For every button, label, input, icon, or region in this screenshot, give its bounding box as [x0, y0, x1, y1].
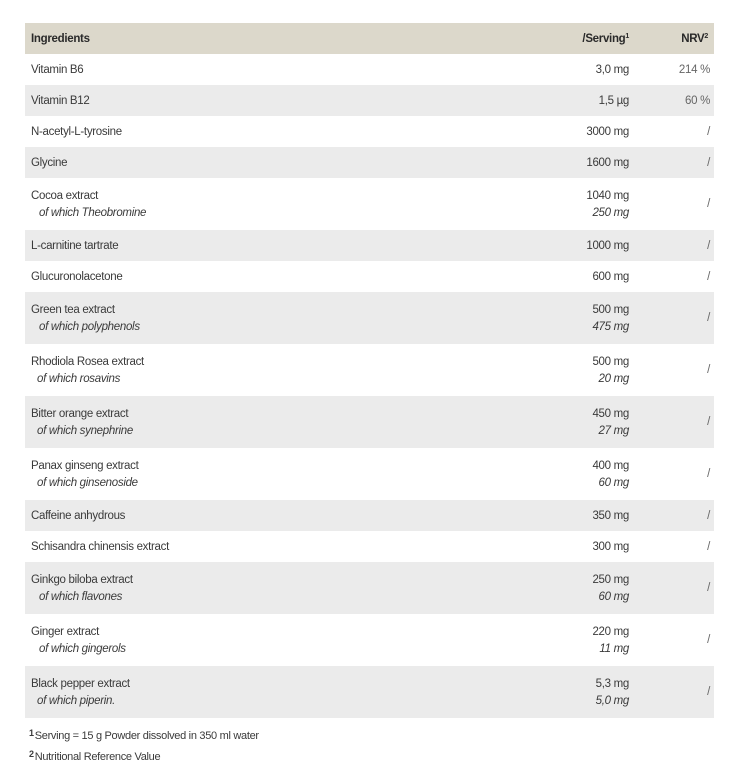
table-row [25, 178, 714, 230]
ingredient-amount: 450 mg [592, 407, 629, 420]
ingredient-nrv: 214 % [678, 63, 710, 76]
header-ingredients: Ingredients [25, 23, 505, 54]
table-row [25, 85, 714, 116]
serving-footnote-mark: 1 [625, 32, 629, 40]
nrv-footnote-mark: 2 [704, 32, 708, 40]
ingredient-sub-amount: 60 mg [598, 590, 629, 603]
ingredient-sub-amount: 60 mg [598, 476, 629, 489]
ingredient-nrv: / [707, 509, 710, 522]
ingredient-sub-name: of which piperin. [37, 694, 116, 707]
ingredient-sub-amount: 20 mg [598, 372, 629, 385]
ingredient-name: Black pepper extract [31, 677, 130, 690]
ingredient-amount: 600 mg [592, 270, 629, 283]
footnotes [29, 726, 259, 768]
ingredient-sub-name: of which gingerols [39, 642, 126, 655]
ingredient-nrv: / [707, 468, 710, 480]
footnote-mark: 2 [29, 749, 34, 759]
ingredient-sub-name: of which flavones [39, 590, 123, 603]
ingredient-nrv: / [707, 686, 710, 698]
table-row [25, 531, 714, 562]
footnote-text: Serving = 15 g Powder dissolved in 350 ml water [34, 730, 259, 742]
ingredient-nrv: / [707, 364, 710, 376]
table-body [25, 54, 714, 718]
ingredient-name: L-carnitine tartrate [31, 239, 119, 252]
ingredient-name: Bitter orange extract [31, 407, 129, 420]
ingredient-amount: 300 mg [592, 540, 629, 553]
ingredient-amount: 350 mg [592, 509, 629, 522]
ingredient-amount: 220 mg [592, 625, 629, 638]
table-row [25, 344, 714, 396]
table-row [25, 448, 714, 500]
ingredient-name: Vitamin B12 [31, 94, 90, 107]
table-row [25, 54, 714, 85]
table-row [25, 666, 714, 718]
table-row [25, 147, 714, 178]
ingredient-nrv: 60 % [684, 94, 710, 107]
header-nrv: NRV$^2$ [635, 23, 714, 54]
table-header-row [25, 23, 714, 54]
ingredient-name: Rhodiola Rosea extract [31, 355, 144, 368]
footnote-nrv [29, 747, 259, 768]
ingredient-name: Ginger extract [31, 625, 100, 638]
ingredient-nrv: / [707, 582, 710, 594]
table-row [25, 562, 714, 614]
ingredient-amount: 5,3 mg [595, 677, 629, 690]
table-row [25, 500, 714, 531]
ingredient-sub-amount: 27 mg [598, 424, 629, 437]
ingredient-amount: 500 mg [592, 303, 629, 316]
ingredient-amount: 3,0 mg [595, 63, 629, 76]
ingredient-nrv: / [707, 540, 710, 553]
ingredient-amount: 1000 mg [586, 239, 629, 252]
ingredient-sub-name: of which ginsenoside [37, 476, 138, 489]
ingredient-sub-name: of which Theobromine [39, 206, 147, 219]
ingredient-nrv: / [707, 634, 710, 646]
ingredient-name: Caffeine anhydrous [31, 509, 126, 522]
supplement-facts-table [25, 23, 714, 718]
ingredient-nrv: / [707, 312, 710, 324]
ingredient-name: Ginkgo biloba extract [31, 573, 133, 586]
footnote-text: Nutritional Reference Value [34, 751, 161, 763]
ingredient-nrv: / [707, 125, 710, 138]
ingredient-amount: 250 mg [592, 573, 629, 586]
footnote-serving [29, 726, 259, 747]
ingredient-name: Vitamin B6 [31, 63, 84, 76]
header-serving: /Serving$^1$ [505, 23, 635, 54]
ingredient-name: Glucuronolacetone [31, 270, 123, 283]
ingredient-sub-amount: 475 mg [592, 320, 629, 333]
ingredient-sub-name: of which polyphenols [39, 320, 140, 333]
ingredient-amount: 1,5 µg [598, 94, 629, 107]
ingredient-nrv: / [707, 239, 710, 252]
ingredient-sub-name: of which rosavins [37, 372, 121, 385]
ingredient-amount: 400 mg [592, 459, 629, 472]
ingredient-name: N-acetyl-L-tyrosine [31, 125, 122, 138]
ingredient-sub-amount: 5,0 mg [595, 694, 629, 707]
ingredient-nrv: / [707, 198, 710, 210]
ingredient-name: Glycine [31, 156, 68, 169]
table-row [25, 396, 714, 448]
ingredient-amount: 1600 mg [586, 156, 629, 169]
ingredient-nrv: / [707, 416, 710, 428]
supplement-facts-table-container [25, 23, 714, 718]
ingredient-nrv: / [707, 156, 710, 169]
table-row [25, 261, 714, 292]
table-row [25, 116, 714, 147]
table-row [25, 230, 714, 261]
footnote-mark: 1 [29, 728, 34, 738]
ingredient-nrv: / [707, 270, 710, 283]
ingredient-sub-amount: 250 mg [592, 206, 629, 219]
ingredient-name: Cocoa extract [31, 189, 99, 202]
ingredient-name: Green tea extract [31, 303, 115, 316]
ingredient-amount: 500 mg [592, 355, 629, 368]
ingredient-amount: 3000 mg [586, 125, 629, 138]
ingredient-sub-name: of which synephrine [37, 424, 133, 437]
table-row [25, 614, 714, 666]
ingredient-name: Schisandra chinensis extract [31, 540, 169, 553]
ingredient-name: Panax ginseng extract [31, 459, 139, 472]
table-row [25, 292, 714, 344]
ingredient-amount: 1040 mg [586, 189, 629, 202]
ingredient-sub-amount: 11 mg [599, 642, 629, 655]
